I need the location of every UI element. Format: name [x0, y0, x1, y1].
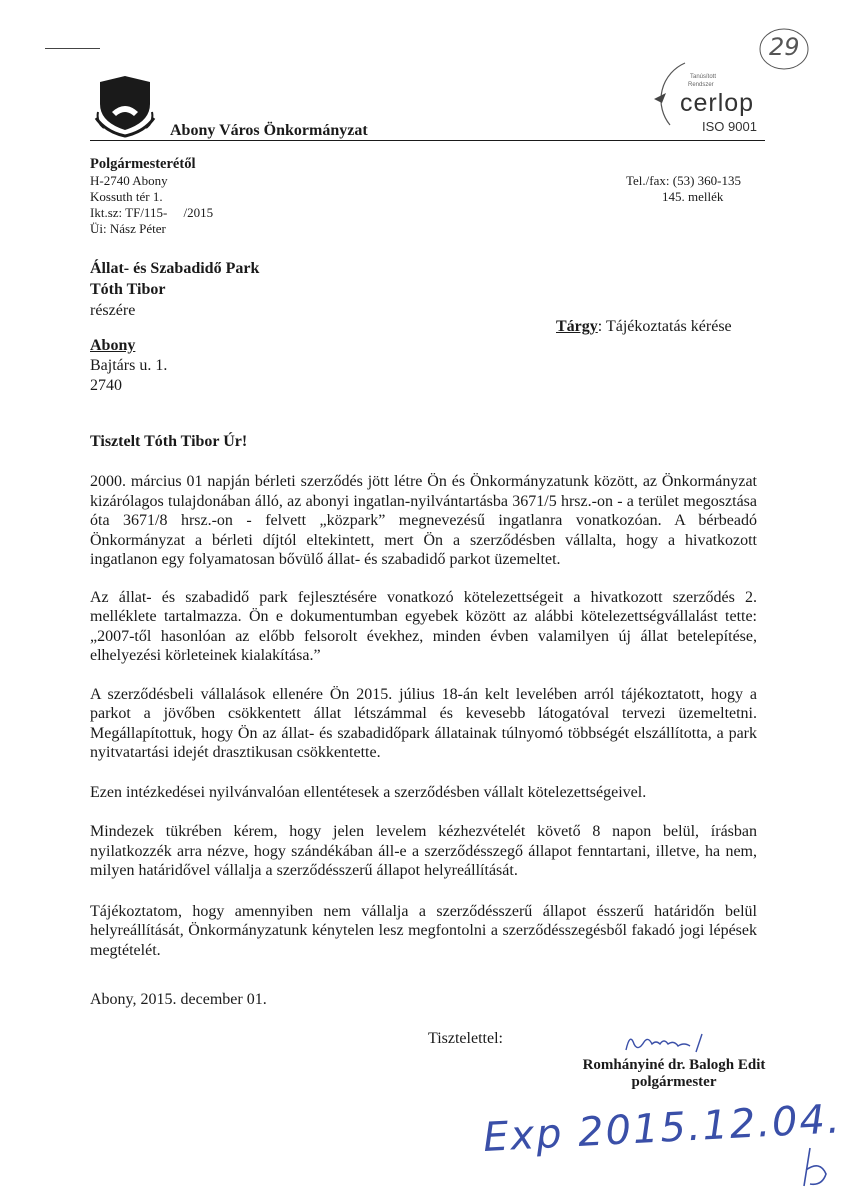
extension: 145. mellék — [662, 189, 724, 204]
body-paragraph: Mindezek tükrében kérem, hogy jelen levelem kézhezvételét követő 8 napon belül, írásban nyilatkozzék arra nézve, hogy szándékában áll-e a szerződésszegő állapot fenntartani, illetve, ha nem, milyen határidővel vállalja a szerződésszerű állapot helyreállítását. — [90, 823, 757, 879]
case-handler: Üi: Nász Péter — [90, 221, 166, 236]
cert-small-line-1: Tanúsított — [690, 74, 717, 80]
signature — [618, 1022, 718, 1058]
body-paragraph: 2000. március 01 napján bérleti szerződés jött létre Ön és Önkormányzatunk között, az Önkormányzat kizárólagos tulajdonában álló, az abonyi ingatlan-nyilvántartásba 3671/5 hrsz.-on - a terület megosztása óta 3671/8 hrsz.-on - felvett „közpark” megnevezésű ingatlanra vonatkozóan. A bérbeadó Önkormányzat a bérleti díjtól eltekintett, mert Ön a szerződésben vállalta, hogy a hivatkozott ingatlanon egy folyamatosan bővülő állat- és szabadidő parkot üzemeltet. — [90, 473, 757, 568]
phone-fax: Tel./fax: (53) 360-135 — [626, 173, 741, 188]
sender-address-line: Kossuth tér 1. — [90, 189, 163, 204]
letter-body — [90, 472, 757, 960]
body-paragraph: Az állat- és szabadidő park fejlesztésére vonatkozó kötelezettségeit a hivatkozott szerződés 2. melléklete tartalmazza. Ön e dokumentumban egyebek között az alábbi kötelezettségvállalást tette: „2007-től hasonlóan az előbb felsorolt évekhez, minden évben valamilyen új állat betelepítése, elhelyezési körleteinek kialakítása.” — [90, 588, 757, 664]
office-name: Abony Város Önkormányzat — [170, 122, 368, 139]
salutation: Tisztelt Tóth Tibor Úr! — [90, 433, 248, 450]
recipient-city: Abony — [90, 337, 136, 354]
body-paragraph: Ezen intézkedései nyilvánvalóan ellentétesek a szerződésben vállalt kötelezettségeivel. — [90, 783, 647, 801]
signatory-name: Romhányiné dr. Balogh Edit — [582, 1057, 766, 1073]
date-line: Abony, 2015. december 01. — [90, 991, 267, 1008]
closing: Tisztelettel: — [428, 1030, 503, 1047]
subject-line — [556, 318, 732, 336]
handwritten-expiry-note: Exp 2015.12.04. — [482, 1096, 843, 1161]
handwritten-initials — [796, 1140, 840, 1190]
recipient-organization: Állat- és Szabadidő Park — [90, 260, 260, 277]
body-paragraph: A szerződésbeli vállalások ellenére Ön 2015. július 18-án kelt levelében arról tájékoztatott, hogy a parkot a jövőben csökkentett állat létszámmal és kevesebb látogatóval tervezi üzemeltetni. Megállapítottuk, hogy Ön az állat- és szabadidőpark állatainak túlnyomó többségét elszállította, a park nyitvatartási idejét drasztikusan csökkentette. — [90, 685, 757, 761]
signatory-title: polgármester — [631, 1074, 717, 1090]
cert-standard: ISO 9001 — [702, 119, 757, 134]
margin-line — [45, 48, 100, 49]
recipient-postcode: 2740 — [90, 377, 122, 394]
cert-brand: cerlop — [680, 89, 755, 117]
file-number: Ikt.sz: TF/115- /2015 — [90, 205, 214, 220]
crest-logo — [92, 72, 158, 138]
subject-text: : Tájékoztatás kérése — [597, 318, 732, 335]
recipient-block — [90, 258, 259, 321]
header-rule — [90, 140, 765, 141]
recipient-street: Bajtárs u. 1. — [90, 357, 168, 374]
recipient-suffix: részére — [90, 302, 136, 319]
sender-title: Polgármesterétől — [90, 156, 196, 172]
body-paragraph: Tájékoztatom, hogy amennyiben nem vállalja a szerződésszerű állapot ésszerű határidőn belül helyreállítását, Önkormányzatunk kénytelen lesz megfontolni a szerződésszegésből fakadó jogi lépések megtételét. — [90, 902, 757, 959]
recipient-name: Tóth Tibor — [90, 281, 166, 298]
subject-label: Tárgy — [556, 318, 598, 335]
sender-address-line: H-2740 Abony — [90, 173, 168, 188]
recipient-address — [90, 336, 167, 396]
contact-block — [626, 173, 756, 205]
sender-block — [90, 155, 213, 237]
certification-mark — [640, 55, 770, 140]
page-number: 29 — [769, 33, 800, 61]
page-number-mark — [756, 25, 812, 73]
cert-small-line-2: Rendszer — [688, 82, 714, 88]
